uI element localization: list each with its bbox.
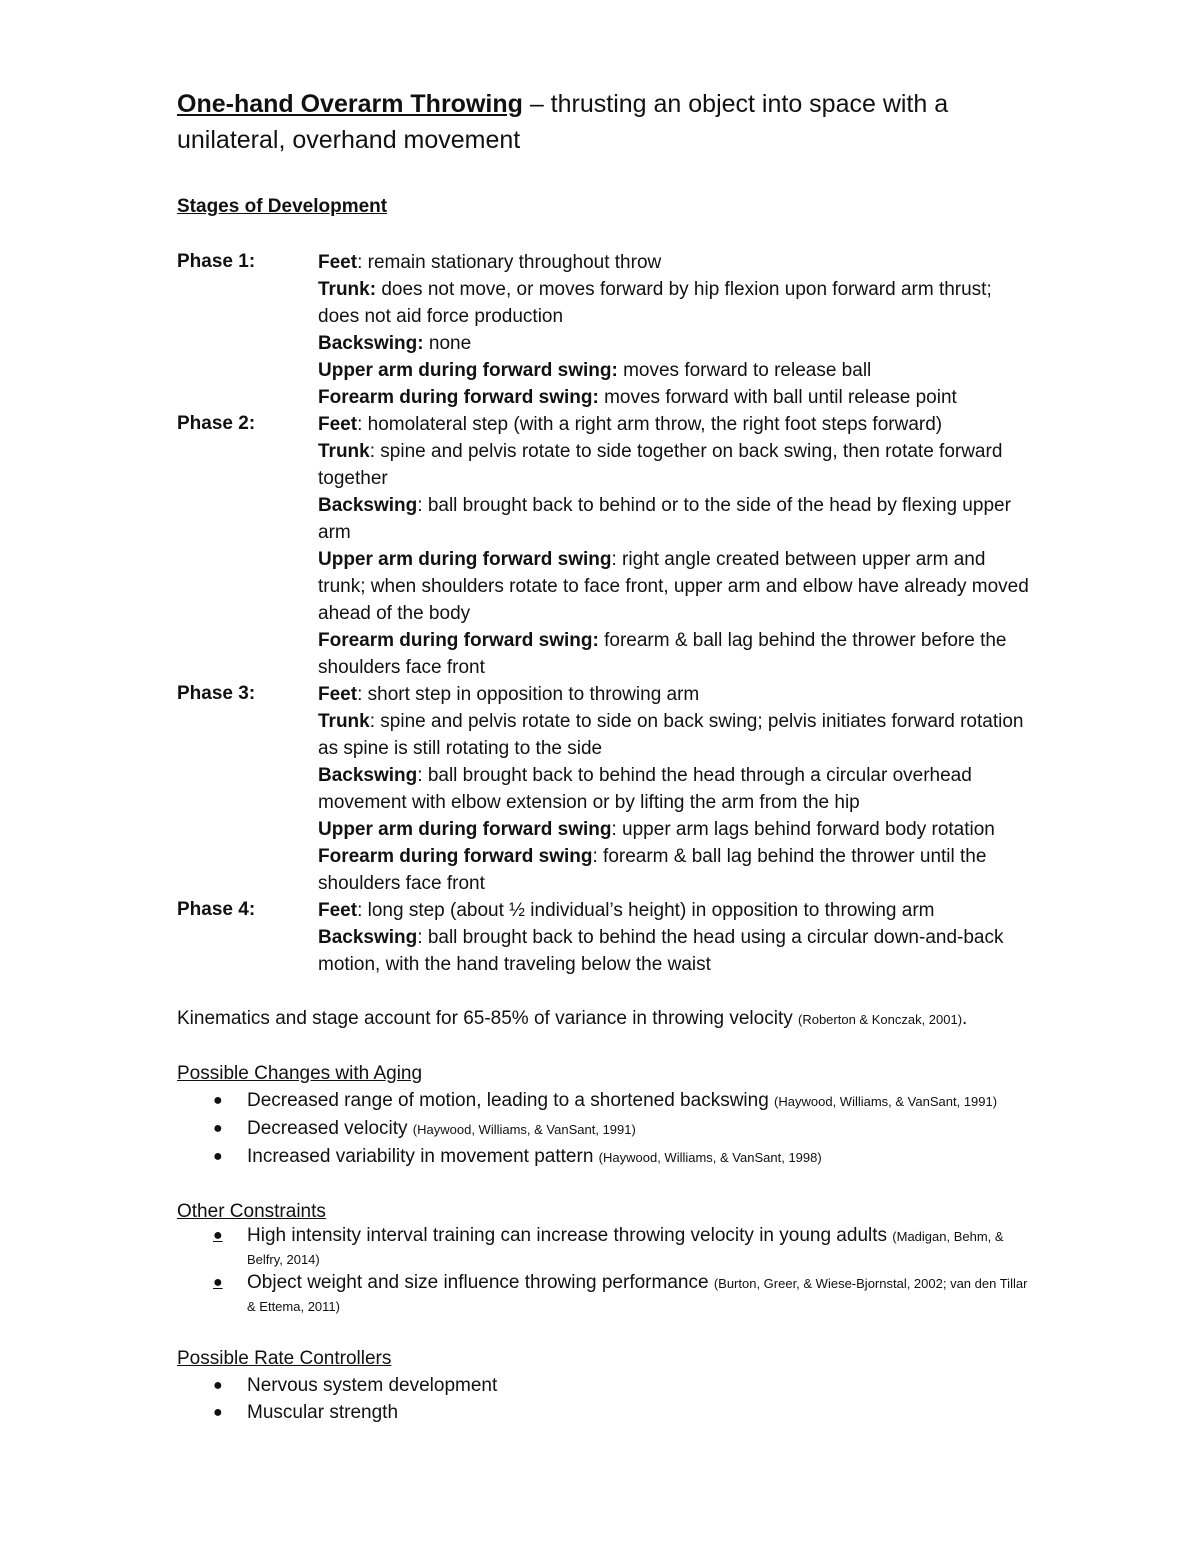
phase-item-key: Backswing	[318, 927, 418, 948]
phase-item	[318, 411, 1037, 438]
list-item-text: Decreased range of motion, leading to a shortened backswing	[247, 1090, 775, 1111]
phase-item-text: long step (about ½ individual’s height) in opposition to throwing arm	[367, 900, 935, 921]
phase-item-key: Forearm during forward swing:	[318, 387, 599, 408]
kinematics-text: Kinematics and stage account for 65-85% of variance in throwing velocity	[177, 1008, 798, 1029]
bullet-icon: ●	[213, 1092, 223, 1109]
phase-label: Phase 2:	[177, 413, 256, 434]
phase-item-text: does not move, or moves forward by hip flexion upon forward arm thrust; does not aid force production	[318, 279, 992, 327]
list-item-text: High intensity interval training can increase throwing velocity in young adults	[247, 1225, 893, 1246]
phase-item-key: Feet	[318, 414, 358, 435]
phase-item-key: Upper arm during forward swing	[318, 819, 612, 840]
phase-item	[318, 681, 1037, 708]
phase-item-separator: :	[369, 441, 381, 462]
phase-body	[318, 897, 1037, 978]
list-item-citation: (Haywood, Williams, & VanSant, 1991)	[412, 1122, 636, 1137]
phase-item	[318, 627, 1037, 681]
phase-item-text: moves forward to release ball	[623, 360, 872, 381]
list-item	[177, 1399, 1037, 1426]
phase-body	[318, 249, 1037, 411]
list-item	[177, 1115, 1037, 1143]
constraints-heading: Other Constraints	[177, 1201, 326, 1222]
title-term: One-hand Overarm Throwing	[177, 90, 523, 118]
phase-item-separator: :	[357, 414, 368, 435]
phase-item-text: remain stationary throughout throw	[367, 252, 662, 273]
constraints-list	[177, 1225, 1037, 1318]
phase-item	[318, 708, 1037, 762]
bullet-icon: ●	[213, 1377, 223, 1394]
phase-item-key: Forearm during forward swing:	[318, 630, 599, 651]
phase-item	[318, 762, 1037, 816]
phase-item	[318, 843, 1037, 897]
phase-item-key: Backswing:	[318, 333, 424, 354]
phase-item-separator: :	[357, 684, 368, 705]
phase-item-text: ball brought back to behind the head using a circular down-and-back motion, with the hand traveling below the waist	[318, 927, 1004, 975]
phase-label: Phase 3:	[177, 683, 256, 704]
list-item	[177, 1372, 1037, 1399]
phase-item-text: upper arm lags behind forward body rotation	[622, 819, 995, 840]
bullet-icon: ●	[213, 1227, 223, 1244]
phase-item-text: ball brought back to behind the head through a circular overhead movement with elbow extension or by lifting the arm from the hip	[318, 765, 972, 813]
kinematics-paragraph	[177, 1005, 1037, 1033]
list-item-citation: (Burton, Greer, & Wiese-Bjornstal, 2002; van den Tillar & Ettema, 2011)	[247, 1276, 1028, 1314]
phase-item-separator: :	[417, 765, 428, 786]
phase-item-text: spine and pelvis rotate to side on back swing; pelvis initiates forward rotation as spine is still rotating to the side	[318, 711, 1024, 759]
bullet-icon: ●	[213, 1120, 223, 1137]
phase-body	[318, 411, 1037, 681]
phase-row	[177, 681, 1037, 897]
list-item-text: Decreased velocity	[247, 1118, 413, 1139]
phase-item-key: Upper arm during forward swing	[318, 549, 612, 570]
list-item-text: Increased variability in movement pattern	[247, 1146, 599, 1167]
phase-item-text: homolateral step (with a right arm throw, the right foot steps forward)	[367, 414, 943, 435]
phase-item	[318, 924, 1037, 978]
aging-list	[177, 1087, 1037, 1171]
phase-item	[318, 816, 1037, 843]
phase-item	[318, 438, 1037, 492]
phase-item	[318, 276, 1037, 330]
kinematics-end: .	[962, 1008, 968, 1029]
phase-item-key: Trunk	[318, 441, 370, 462]
phase-item-text: spine and pelvis rotate to side together on back swing, then rotate forward together	[318, 441, 1003, 489]
phase-item-separator: :	[417, 495, 428, 516]
phase-item	[318, 492, 1037, 546]
phase-item-separator: :	[611, 549, 623, 570]
list-item-text: Muscular strength	[247, 1402, 399, 1423]
phase-row	[177, 411, 1037, 681]
list-item-citation: (Haywood, Williams, & VanSant, 1991)	[774, 1094, 998, 1109]
list-item	[177, 1087, 1037, 1115]
phase-item	[318, 249, 1037, 276]
phase-item-text: right angle created between upper arm and trunk; when shoulders rotate to face front, upper arm and elbow have already moved ahead of the body	[318, 549, 1029, 624]
phase-item	[318, 357, 1037, 384]
phase-body	[318, 681, 1037, 897]
phase-item-key: Feet	[318, 684, 358, 705]
phase-item-separator: :	[369, 711, 381, 732]
bullet-icon: ●	[213, 1148, 223, 1165]
phase-label: Phase 1:	[177, 251, 256, 272]
phase-item-text: none	[428, 333, 472, 354]
phase-item-key: Feet	[318, 252, 358, 273]
phase-item-separator: :	[611, 819, 623, 840]
document-title	[177, 86, 1037, 158]
list-item	[177, 1143, 1037, 1171]
phase-item-separator: :	[357, 252, 368, 273]
phase-item-key: Feet	[318, 900, 358, 921]
list-item-text: Object weight and size influence throwing performance	[247, 1272, 714, 1293]
bullet-icon: ●	[213, 1274, 223, 1291]
phase-item-key: Forearm during forward swing	[318, 846, 593, 867]
list-item-text: Nervous system development	[247, 1375, 498, 1396]
list-item	[177, 1272, 1037, 1318]
phase-item-text: ball brought back to behind or to the side of the head by flexing upper arm	[318, 495, 1011, 543]
phase-item	[318, 384, 1037, 411]
phase-item-key: Trunk	[318, 711, 370, 732]
phase-item-key: Trunk:	[318, 279, 377, 300]
phase-item-key: Backswing	[318, 495, 418, 516]
phase-item-separator: :	[417, 927, 428, 948]
phase-item-text: forearm & ball lag behind the thrower before the shoulders face front	[318, 630, 1007, 678]
aging-heading: Possible Changes with Aging	[177, 1063, 423, 1084]
list-item	[177, 1225, 1037, 1271]
phase-row	[177, 897, 1037, 978]
phase-item-text: moves forward with ball until release point	[604, 387, 957, 408]
stages-heading: Stages of Development	[177, 196, 388, 217]
phase-item	[318, 897, 1037, 924]
phase-item	[318, 546, 1037, 627]
phase-item-text: short step in opposition to throwing arm	[367, 684, 700, 705]
phase-item-separator: :	[357, 900, 368, 921]
phase-item	[318, 330, 1037, 357]
rate-controllers-list	[177, 1372, 1037, 1426]
phase-item-key: Backswing	[318, 765, 418, 786]
phase-item-text: forearm & ball lag behind the thrower until the shoulders face front	[318, 846, 987, 894]
document-page	[177, 86, 1037, 1426]
phase-label: Phase 4:	[177, 899, 256, 920]
phase-item-key: Upper arm during forward swing:	[318, 360, 618, 381]
bullet-icon: ●	[213, 1404, 223, 1421]
list-item-citation: (Madigan, Behm, & Belfry, 2014)	[247, 1229, 1004, 1267]
list-item-citation: (Haywood, Williams, & VanSant, 1998)	[598, 1150, 822, 1165]
title-definition: – thrusting an object into space with a unilateral, overhand movement	[177, 90, 949, 154]
kinematics-citation: (Roberton & Konczak, 2001)	[798, 1012, 963, 1027]
rate-controllers-heading: Possible Rate Controllers	[177, 1348, 392, 1369]
phase-item-separator: :	[592, 846, 604, 867]
phase-row	[177, 249, 1037, 411]
phases-list	[177, 249, 1037, 978]
